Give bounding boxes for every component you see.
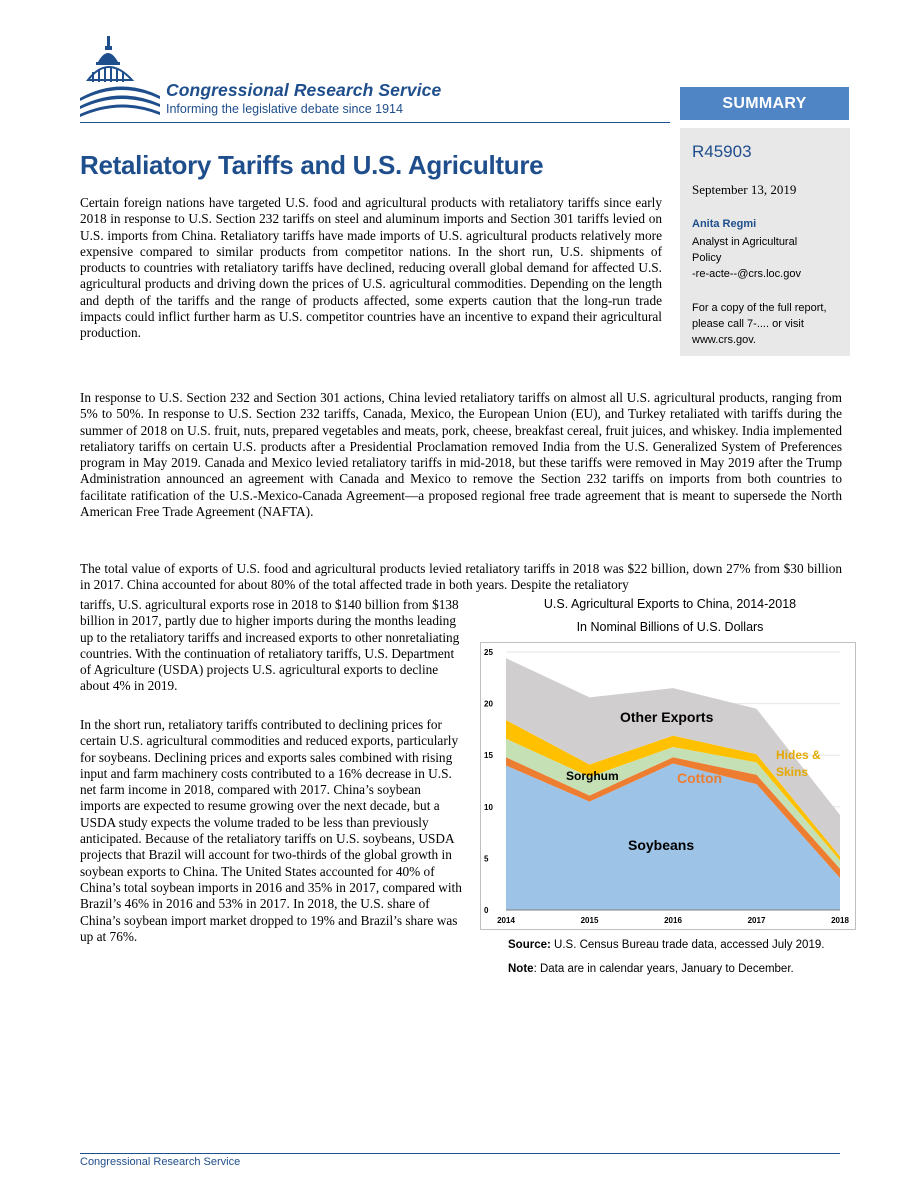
- exports-chart: [480, 642, 856, 930]
- y-tick-label: 15: [484, 751, 493, 761]
- x-tick-label: 2015: [580, 916, 599, 925]
- footer-divider: [80, 1153, 840, 1154]
- chart-note: [508, 963, 794, 975]
- header-divider: [80, 122, 670, 123]
- y-tick-label: 10: [484, 802, 493, 812]
- report-date: September 13, 2019: [692, 182, 797, 197]
- x-tick-label: 2018: [831, 916, 849, 925]
- copy-note-line-1: For a copy of the full report,: [692, 302, 827, 314]
- summary-paragraph-2: In response to U.S. Section 232 and Section 301 actions, China levied retaliatory tariffs on almost all U.S. agricultural products, ranging from 5% to 50%. In response to U.S. Section 232 tariffs, Canada, Mexico, the European Union (EU), and Turkey retaliated with tariffs during the summer of 2018 on U.S. fruit, nuts, prepared vegetables and meats, pork, cheese, breakfast cereal, fruit juices, and whiskey. India implemented retaliatory tariffs on certain U.S. products after a Presidential Proclamation removed India from the U.S. Generalized System of Preferences program in May 2019. Canada and Mexico levied retaliatory tariffs in mid-2018, but these tariffs were removed in May 2019 after the Trump Administration announced an agreement with Canada and Mexico to remove the Section 232 tariffs on imports from both countries to facilitate ratification of the U.S.-Mexico-Canada Agreement—a proposed regional free trade agreement that is meant to supersede the North American Free Trade Agreement (NAFTA).: [80, 390, 842, 520]
- org-tagline: Informing the legislative debate since 1914: [166, 102, 403, 116]
- label-other-exports: Other Exports: [620, 709, 714, 725]
- author-title-line-2: Policy: [692, 252, 722, 264]
- summary-paragraph-3: The total value of exports of U.S. food and agricultural products levied retaliatory tariffs in 2018 was $22 billion, down 27% from $30 billion in 2017. China accounted for about 80% of the total affected trade in both years. Despite the retaliatory: [80, 561, 842, 593]
- footer-text: Congressional Research Service: [80, 1156, 241, 1168]
- label-sorghum: Sorghum: [566, 769, 619, 783]
- note-label: Note: [508, 963, 534, 975]
- note-text: : Data are in calendar years, January to December.: [533, 963, 794, 975]
- label-cotton: Cotton: [677, 770, 723, 786]
- y-tick-label: 20: [484, 699, 493, 709]
- y-tick-label: 25: [484, 648, 493, 657]
- label-hides-line-2: Skins: [776, 765, 809, 779]
- author-name[interactable]: Anita Regmi: [692, 218, 757, 230]
- chart-subtitle: In Nominal Billions of U.S. Dollars: [576, 620, 764, 634]
- label-soybeans: Soybeans: [628, 837, 695, 853]
- exports-chart-svg: [480, 642, 856, 930]
- capitol-dome-icon: [80, 36, 170, 126]
- source-label: Source:: [508, 939, 551, 951]
- page-title: Retaliatory Tariffs and U.S. Agriculture: [80, 150, 544, 180]
- y-tick-label: 5: [484, 854, 489, 864]
- org-name: Congressional Research Service: [166, 80, 442, 100]
- copy-note-link[interactable]: www.crs.gov.: [692, 334, 756, 346]
- summary-label: SUMMARY: [680, 87, 849, 120]
- chart-title: U.S. Agricultural Exports to China, 2014-2018: [543, 597, 797, 611]
- summary-paragraph-4: In the short run, retaliatory tariffs contributed to declining prices for certain U.S. agricultural commodities and reduced exports, particularly for soybeans. Declining prices and exports sales combined with rising input and farm machinery costs contributed to a 16% decrease in U.S. net farm income in 2018, compared with 2017. China’s soybean imports are expected to resume growing over the next decade, but a USDA study expects the volume traded to be less than previously anticipated. Because of the retaliatory tariffs on U.S. soybeans, USDA projects that Brazil will account for two-thirds of the global growth in soybean exports to China. The United States accounted for 40% of China’s total soybean imports in 2016 and 35% in 2017, compared with Brazil’s 46% in 2016 and 53% in 2017. In 2018, the U.S. share of China’s soybean import market dropped to 19% and Brazil’s share was up at 76%.: [80, 717, 462, 944]
- label-hides-line-1: Hides &: [776, 748, 821, 762]
- summary-paragraph-3-continued: tariffs, U.S. agricultural exports rose in 2018 to $140 billion from $138 billion in 2017, partly due to higher imports during the months leading up to the retaliatory tariffs and increased exports to other nonretaliating countries. With the continuation of retaliatory tariffs, U.S. Department of Agriculture (USDA) projects U.S. agricultural exports to decline about 4% in 2019.: [80, 597, 460, 694]
- summary-paragraph-1: Certain foreign nations have targeted U.S. food and agricultural products with retaliatory tariffs since early 2018 in response to U.S. Section 232 tariffs on steel and aluminum imports and Section 301 tariffs levied on U.S. imports from China. Retaliatory tariffs have made imports of U.S. agricultural products relatively more expensive compared to similar products from competitor nations. In the short run, U.S. shipments of products to countries with retaliatory tariffs have declined, reducing overall global demand for affected U.S. agricultural products and driving down the prices of U.S. agricultural commodities. Depending on the length and depth of the tariffs and the range of products affected, some experts caution that the long-run trade impacts could inflict further harm as U.S. competitor countries have an incentive to expand their agricultural production.: [80, 195, 662, 341]
- x-tick-label: 2017: [747, 916, 766, 925]
- copy-note-line-2: please call 7-.... or visit: [692, 318, 804, 330]
- author-email[interactable]: -re-acte--@crs.loc.gov: [692, 268, 801, 280]
- source-text: U.S. Census Bureau trade data, accessed July 2019.: [550, 939, 825, 951]
- chart-source: [508, 939, 824, 951]
- x-tick-label: 2016: [664, 916, 682, 925]
- y-tick-label: 0: [484, 906, 489, 915]
- report-number: R45903: [692, 142, 752, 161]
- x-tick-label: 2014: [497, 916, 515, 925]
- author-title-line-1: Analyst in Agricultural: [692, 236, 798, 248]
